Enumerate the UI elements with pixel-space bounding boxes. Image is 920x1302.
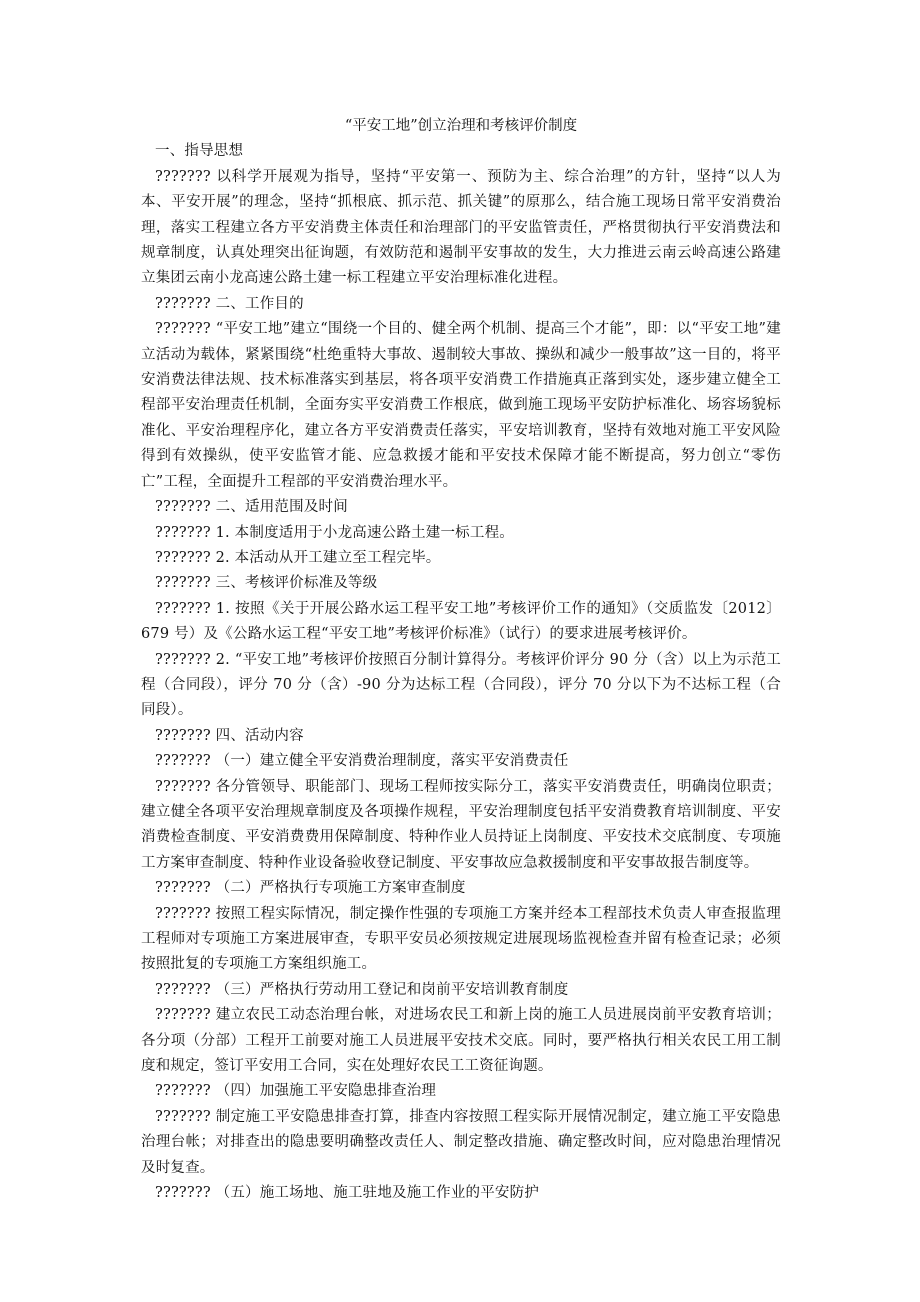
document-title: “平安工地”创立治理和考核评价制度 [344,118,578,134]
paragraph-activity-1: ??????? 各分管领导、职能部门、现场工程师按实际分工，落实平安消费责任，明确岗位职责；建立健全各项平安治理规章制度及各项操作规程，平安治理制度包括平安消费教育培训制度、平安消费检查制度、平安消费费用保障制度、特种作业人员持证上岗制度、平安技术交底制度、专项施工方案审查制度、特种作业设备验收登记制度、平安事故应急救援制度和平安事故报告制度等。 [141,778,781,871]
section-heading-scope: ??????? 二、适用范围及时间 [155,499,348,516]
paragraph-activity-3: ??????? 建立农民工动态治理台帐，对进场农民工和新上岗的施工人员进展岗前平安教育培训；各分项（分部）工程开工前要对施工人员进展平安技术交底。同时，要严格执行相关农民工用工制度和规定，签订平安用工合同，实在处理好农民工工资征询题。 [141,1007,781,1075]
paragraph-scope-1: ??????? 1. 本制度适用于小龙高速公路土建一标工程。 [155,524,514,541]
subheading-activity-2: ??????? （二）严格执行专项施工方案审查制度 [155,880,466,897]
subheading-activity-3: ??????? （三）严格执行劳动用工登记和岗前平安培训教育制度 [155,981,569,998]
paragraph-standards-2: ??????? 2. “平安工地”考核评价按照百分制计算得分。考核评价评分 90 分（含）以上为示范工程（合同段），评分 70 分（含）-90 分为达标工程（合同段），评分 70 分以下为不达标工程（合同段）。 [141,651,781,719]
section-heading-guiding-thought: 一、指导思想 [155,143,244,160]
subheading-activity-4: ??????? （四）加强施工平安隐患排查治理 [155,1083,437,1100]
subheading-activity-5: ??????? （五）施工场地、施工驻地及施工作业的平安防护 [155,1185,540,1202]
document-body [141,114,781,1206]
paragraph-standards-1: ??????? 1. 按照《关于开展公路水运工程平安工地”考核评价工作的通知》（交质监发〔2012〕679 号）及《公路水运工程“平安工地”考核评价标准》（试行）的要求进展考核评价。 [141,600,781,643]
section-heading-work-goal: ??????? 二、工作目的 [155,295,304,312]
paragraph-work-goal: ??????? “平安工地”建立“围绕一个目的、健全两个机制、提高三个才能”，即：以“平安工地”建立活动为载体，紧紧围绕“杜绝重特大事故、遏制较大事故、操纵和减少一般事故”这一目的，将平安消费法律法规、技术标准落实到基层，将各项平安消费工作措施真正落到实处，逐步建立健全工程部平安治理责任机制，全面夯实平安消费工作根底，做到施工现场平安防护标准化、场容场貌标准化、平安治理程序化，建立各方平安消费责任落实，平安培训教育，坚持有效地对施工平安风险得到有效操纵，使平安监管才能、应急救援才能和平安技术保障才能不断提高，努力创立“零伤亡”工程，全面提升工程部的平安消费治理水平。 [141,321,781,490]
paragraph-activity-2: ??????? 按照工程实际情况，制定操作性强的专项施工方案并经本工程部技术负责人审查报监理工程师对专项施工方案进展审查，专职平安员必须按规定进展现场监视检查并留有检查记录；必须按照批复的专项施工方案组织施工。 [141,905,781,973]
paragraph-guiding-thought: ??????? 以科学开展观为指导，坚持“平安第一、预防为主、综合治理”的方针，坚持“以人为本、平安开展”的理念，坚持“抓根底、抓示范、抓关键”的原那么，结合施工现场日常平安消费治理，落实工程建立各方平安消费主体责任和治理部门的平安监管责任，严格贯彻执行平安消费法和规章制度，认真处理突出征询题，有效防范和遏制平安事故的发生，大力推进云南云岭高速公路建立集团云南小龙高速公路土建一标工程建立平安治理标准化进程。 [141,168,781,287]
subheading-activity-1: ??????? （一）建立健全平安消费治理制度，落实平安消费责任 [155,753,569,770]
paragraph-scope-2: ??????? 2. 本活动从开工建立至工程完毕。 [155,549,441,566]
section-heading-standards: ??????? 三、考核评价标准及等级 [155,575,378,592]
paragraph-activity-4: ??????? 制定施工平安隐患排查打算，排查内容按照工程实际开展情况制定，建立施工平安隐患治理台帐；对排查出的隐患要明确整改责任人、制定整改措施、确定整改时间，应对隐患治理情况及时复查。 [141,1108,781,1176]
section-heading-activities: ??????? 四、活动内容 [155,727,304,744]
